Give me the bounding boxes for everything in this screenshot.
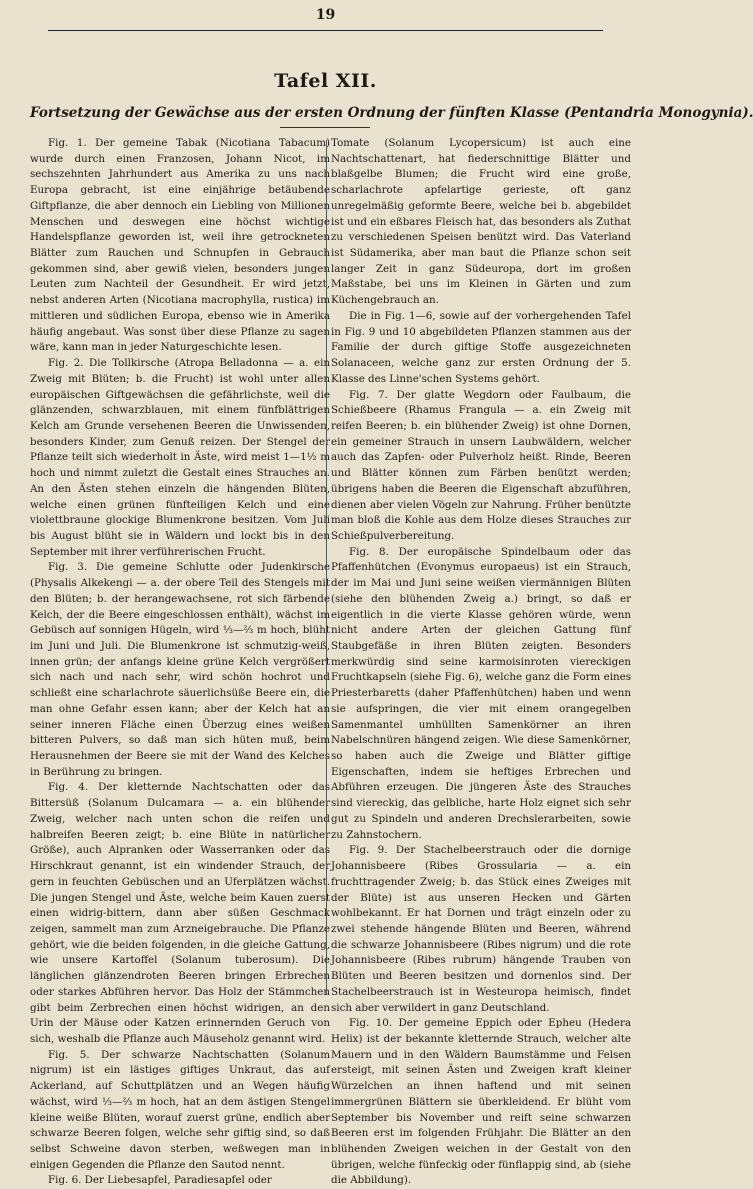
paragraph-fig-5: Fig. 5. Der schwarze Nachtschatten (Solanum nigrum) ist ein lästiges giftiges Unkraut, das auf Ackerland, auf Schuttplätzen und an Wegen häufig wächst, wird ⅓—⅔ m hoch, hat an dem ästigen Stengel kleine weiße Blüten, worauf zuerst grüne, endlich aber schwarze Beeren folgen, welche sehr giftig sind, so daß selbst Schweine davon sterben, weßwegen man in einigen Gegenden die Pflanze den Sautod nennt.: [30, 1048, 330, 1171]
plate-title: Tafel XII.: [274, 70, 377, 92]
header-rule: [48, 30, 603, 31]
right-column: [331, 136, 631, 1187]
section-subtitle: Fortsetzung der Gewächse aus der ersten Ordnung der fünften Klasse (Pentandria Monogynia).: [30, 105, 753, 121]
page-number: 19: [315, 7, 336, 23]
paragraph-solanaceae-note: Die in Fig. 1—6, sowie auf der vorhergehenden Tafel in Fig. 9 und 10 abgebildeten Pflanzen stammen aus der Familie der durch giftige Stoffe ausgezeichneten Solanaceen, welche ganz zur ersten Ordnung der 5. Klasse des Linne'schen Systems gehört.: [331, 309, 631, 385]
paragraph-fig-8: Fig. 8. Der europäische Spindelbaum oder das Pfaffenhütchen (Evonymus europaeus) ist ein Strauch, der im Mai und Juni seine weißen viermännigen Blüten (siehe den blühenden Zweig a.) bringt, so daß er eigentlich in die vierte Klasse gehören würde, wenn nicht andere Arten der gleichen Gattung fünf Staubgefäße in ihren Blüten zeigten. Besonders merkwürdig sind seine karmoisinroten viereckigen Fruchtkapseln (siehe Fig. 6), welche ganz die Form eines Priesterbaretts (daher Pfaffenhütchen) haben und wenn sie aufspringen, die vier mit einem orangegelben Samenmantel umhüllten Samenkörner an ihren Nabelschnüren hängend zeigen. Wie diese Samenkörner, so haben auch die Zweige und Blätter giftige Eigenschaften, indem sie heftiges Erbrechen und Abführen erzeugen. Die jüngeren Äste des Strauches sind viereckig, das gelbliche, harte Holz eignet sich sehr gut zu Spindeln und anderen Drechslerarbeiten, sowie zu Zahnstochern.: [331, 545, 631, 841]
paragraph-fig-6-cont: Tomate (Solanum Lycopersicum) ist auch eine Nachtschattenart, hat fiederschnittige Blätter und blaßgelbe Blumen; die Frucht wird eine große, scharlachrote apfelartige gerieste, oft ganz unregelmäßig geformte Beere, welche bei b. abgebildet ist und ein eßbares Fleisch hat, das besonders als Zuthat zu verschiedenen Speisen benützt wird. Das Vaterland ist Südamerika, aber man baut die Pflanze schon seit langer Zeit in ganz Südeuropa, dort im großen Maßstabe, bei uns im Kleinen in Gärten und zum Küchengebrauch an.: [331, 137, 631, 307]
paragraph-fig-7: Fig. 7. Der glatte Wegdorn oder Faulbaum, die Schießbeere (Rhamus Frangula — a. ein Zweig mit reifen Beeren; b. ein blühender Zweig) ist ohne Dornen, ein gemeiner Strauch in unsern Laubwäldern, welcher auch das Zapfen- oder Pulverholz heißt. Rinde, Beeren und Blätter können zum Färben benützt werden; übrigens haben die Beeren die Eigenschaft abzuführen, dienen aber vielen Vögeln zur Nahrung. Früher benützte man bloß die Kohle aus dem Holze dieses Strauches zur Schießpulverbereitung.: [331, 388, 631, 542]
paragraph-fig-9: Fig. 9. Der Stachelbeerstrauch oder die dornige Johannisbeere (Ribes Grossularia — a. ein fruchttragender Zweig; b. das Stück eines Zweiges mit der Blüte) ist aus unseren Hecken und Gärten wohlbekannt. Er hat Dornen und trägt einzeln oder zu zwei stehende hängende Blüten und Beeren, während die schwarze Johannisbeere (Ribes nigrum) und die rote Johannisbeere (Ribes rubrum) hängende Trauben von Blüten und Beeren besitzen und dornenlos sind. Der Stachelbeerstrauch ist in Westeuropa heimisch, findet sich aber verwildert in ganz Deutschland.: [331, 844, 631, 1014]
paragraph-fig-1: Fig. 1. Der gemeine Tabak (Nicotiana Tabacum) wurde durch einen Franzosen, Johann Nicot, im sechszehnten Jahrhundert aus Amerika zu uns nach Europa gebracht, ist eine einjährige betäubende Giftpflanze, die aber dennoch ein Liebling von Millionen Menschen und deswegen eine höchst wichtige Handelspflanze geworden ist, weil ihre getrockneten Blätter zum Rauchen und Schnupfen in Gebrauch gekommen sind, aber gewiß vielen, besonders jungen Leuten zum Nachteil der Gesundheit. Er wird jetzt, nebst anderen Arten (Nicotiana macrophylla, rustica) im mittleren und südlichen Europa, ebenso wie in Amerika häufig angebaut. Was sonst über diese Pflanze zu sagen wäre, kann man in jeder Naturgeschichte lesen.: [30, 137, 330, 354]
paragraph-fig-10: Fig. 10. Der gemeine Eppich oder Epheu (Hedera Helix) ist der bekannte kletternde Strauch, welcher alte Mauern und in den Wäldern Baumstämme und Felsen ersteigt, mit seinen Ästen und Zweigen kraft kleiner Würzelchen an ihnen haftend und mit seinen immergrünen Blättern sie überkleidend. Er blüht vom September bis November und reift seine schwarzen Beeren erst im folgenden Frühjahr. Die Blätter an den blühenden Zweigen weichen in der Gestalt von den übrigen, welche fünfeckig oder fünflappig sind, ab (siehe die Abbildung).: [331, 1017, 631, 1187]
paragraph-fig-4: Fig. 4. Der kletternde Nachtschatten oder das Bittersüß (Solanum Dulcamara — a. ein blühender Zweig, welcher nach unten schon die reifen und halbreifen Beeren zeigt; b. eine Blüte in natürlicher Größe), auch Alpranken oder Wasserranken oder das Hirschkraut genannt, ist ein windender Strauch, der gern in feuchten Gebüschen und an Uferplätzen wächst. Die jungen Stengel und Äste, welche beim Kauen zuerst einen widrig-bittern, dann aber süßen Geschmack zeigen, sammelt man zum Arzneigebrauche. Die Pflanze gehört, wie die beiden folgenden, in die gleiche Gattung, wie unsere Kartoffel (Solanum tuberosum). Die länglichen glänzendroten Beeren bringen Erbrechen oder starkes Abführen hervor. Das Holz der Stämmchen gibt beim Zerbrechen einen höchst widrigen, an den Urin der Mäuse oder Katzen erinnernden Geruch von sich, weshalb die Pflanze auch Mäuseholz genannt wird.: [30, 781, 330, 1045]
paragraph-fig-6-start: Fig. 6. Der Liebesapfel, Paradiesapfel oder: [48, 1174, 272, 1187]
column-divider: [326, 140, 327, 995]
paragraph-fig-2: Fig. 2. Die Tollkirsche (Atropa Belladonna — a. ein Zweig mit Blüten; b. die Frucht) ist wohl unter allen europäischen Giftgewächsen die gefährlichste, weil die glänzenden, schwarzblauen, mit einem fünfblättrigen Kelch am Grunde versehenen Beeren die Unwissenden, besonders Kinder, zum Genuß reizen. Der Stengel der Pflanze teilt sich wiederholt in Äste, wird meist 1—1½ m hoch und nimmt zuletzt die Gestalt eines Strauches an. An den Ästen stehen einzeln die hängenden Blüten, welche einen grünen fünfteiligen Kelch und eine violettbraune glockige Blumenkrone besitzen. Vom Juli bis August blüht sie in Wäldern und lockt bis in den September mit ihrer verführerischen Frucht.: [30, 357, 330, 558]
subtitle-rule: [280, 127, 370, 128]
paragraph-fig-3: Fig. 3. Die gemeine Schlutte oder Judenkirsche (Physalis Alkekengi — a. der obere Teil des Stengels mit den Blüten; b. der herangewachsene, rot sich färbende Kelch, der die Beere eingeschlossen enthält), wächst im Gebüsch auf sonnigen Hügeln, wird ⅓—⅔ m hoch, blüht im Juni und Juli. Die Blumenkrone ist schmutzig-weiß, innen grün; der anfangs kleine grüne Kelch vergrößert sich nach und nach sehr, wird schön hochrot und schließt eine scharlachrote säuerlichsüße Beere ein, die man ohne Gefahr essen kann; aber der Kelch hat an seiner inneren Fläche einen Überzug eines weißen bitteren Pulvers, so daß man sich hüten muß, beim Herausnehmen der Beere sie mit der Wand des Kelches in Berührung zu bringen.: [30, 561, 330, 778]
left-column: [30, 136, 330, 1187]
